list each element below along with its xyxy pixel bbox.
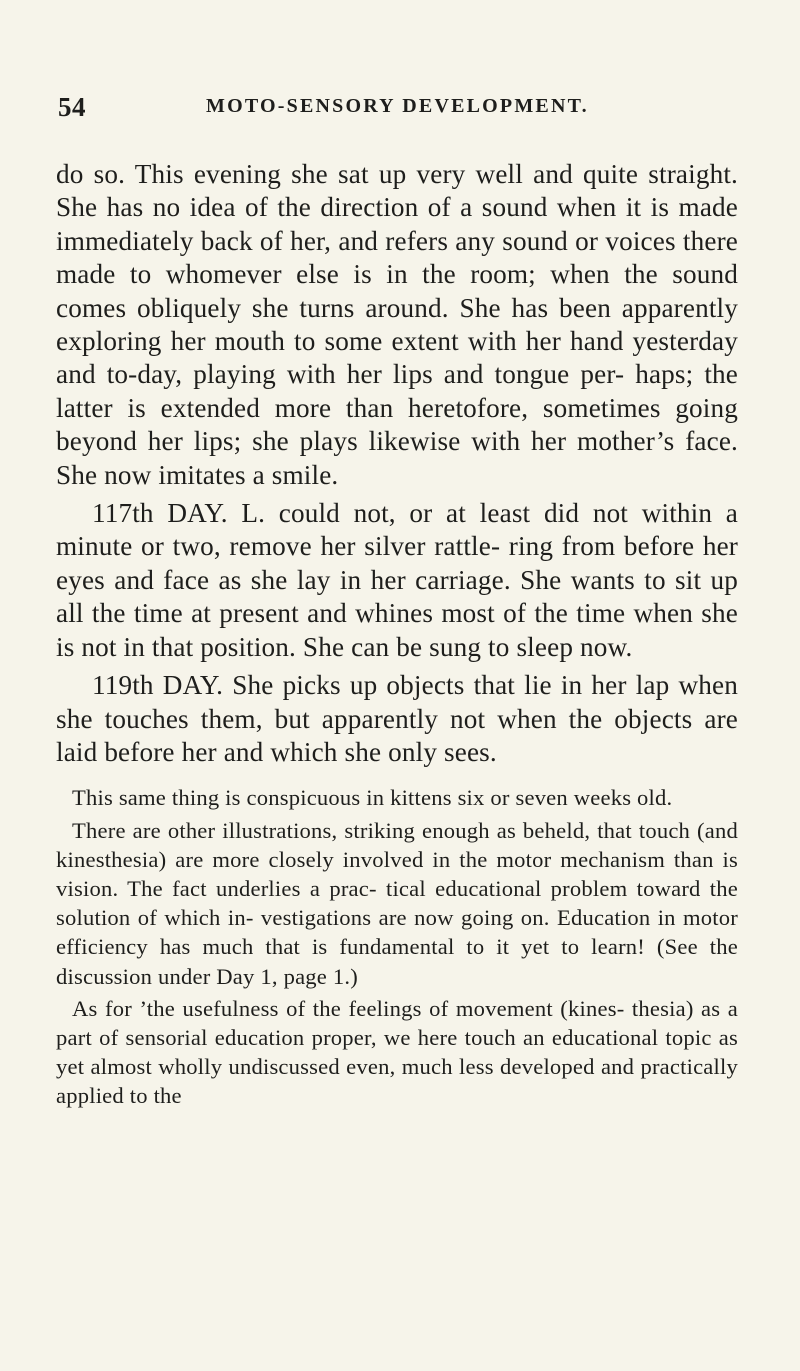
paragraph-117th-day: 117th DAY. L. could not, or at least did not within a minute or two, remove her silver rattle- ring from before her eyes and face as she lay in her carriage. She wants to sit up all the time at present and whines most of the time when she is not in that position. She can be sung to sleep now.: [56, 498, 738, 662]
page-body: [56, 158, 738, 1111]
note-kinesthesia: As for ’the usefulness of the feelings of movement (kines- thesia) as a part of sensorial education proper, we here touch an educational topic as yet almost wholly undiscussed even, much less developed and practically applied to the: [56, 995, 738, 1109]
running-header: [58, 92, 748, 128]
paragraph-119th-day: 119th DAY. She picks up objects that lie in her lap when she touches them, but apparently not when the objects are laid before her and which she only sees.: [56, 670, 738, 767]
note-kittens: This same thing is conspicuous in kittens six or seven weeks old.: [72, 785, 673, 811]
note-illustrations: There are other illustrations, striking enough as beheld, that touch (and kinesthesia) are more closely involved in the motor mechanism than is vision. The fact underlies a prac- tical educational problem toward the solution of which in- vestigations are now going on. Education in motor efficiency has much that is fundamental to it yet to learn! (See the discussion under Day 1, page 1.): [56, 817, 738, 989]
running-title: MOTO-SENSORY DEVELOPMENT.: [206, 95, 589, 117]
paragraph-continuation: do so. This evening she sat up very well and quite straight. She has no idea of the direction of a sound when it is made immediately back of her, and refers any sound or voices there made to whomever else is in the room; when the sound comes obliquely she turns around. She has been apparently exploring her mouth to some extent with her hand yesterday and to-day, playing with her lips and tongue per- haps; the latter is extended more than heretofore, sometimes going beyond her lips; she plays likewise with her mother’s face. She now imitates a smile.: [56, 159, 738, 490]
commentary-notes: [56, 783, 738, 1110]
page-number: 54: [58, 92, 86, 122]
